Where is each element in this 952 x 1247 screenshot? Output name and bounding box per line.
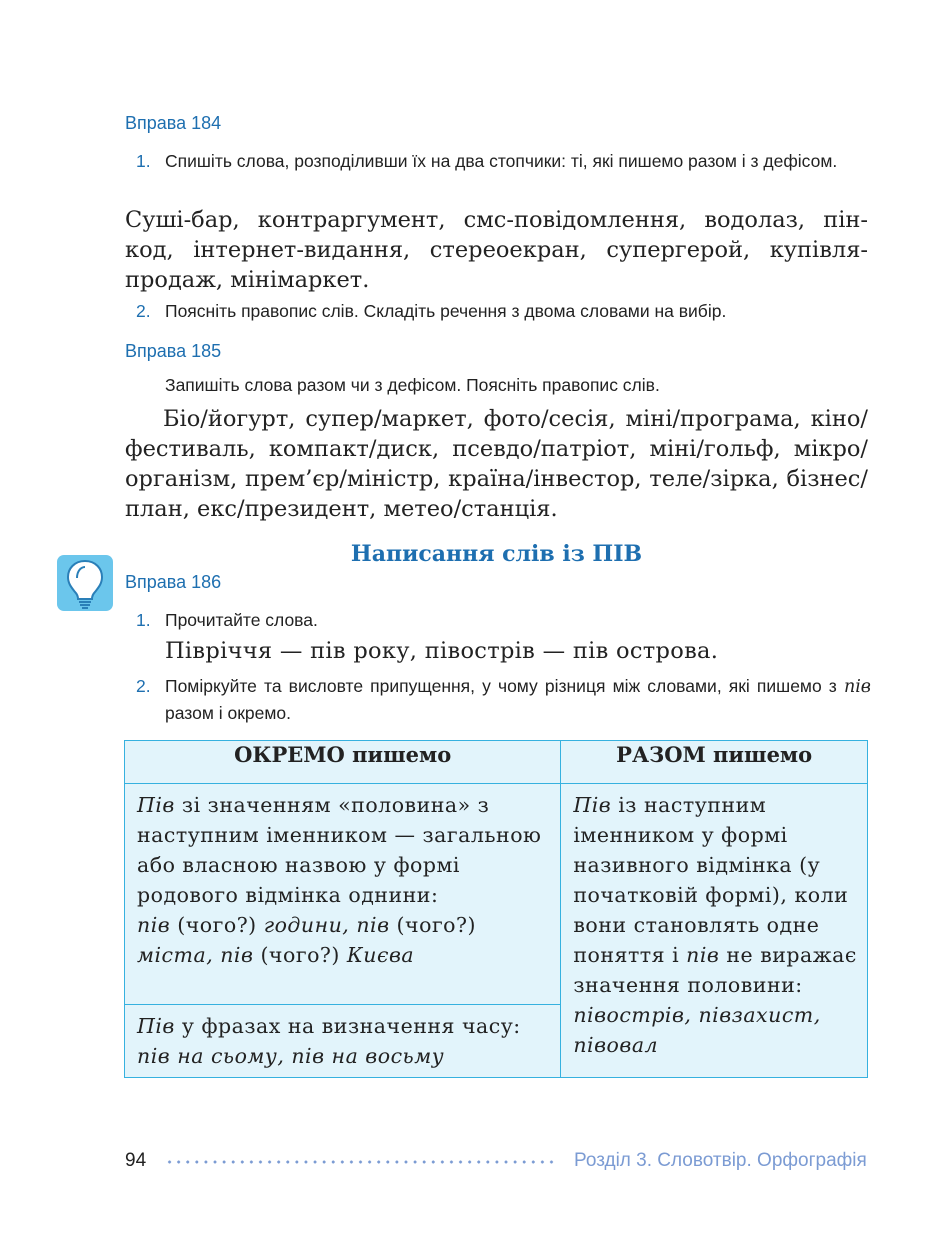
exercise-186-task-1 [136, 607, 871, 633]
section-title: Написання слів із ПІВ [350, 541, 643, 567]
emphasis: Пів [137, 1014, 175, 1038]
task-text-emphasis: пів [843, 677, 871, 697]
table-cell-separate-meaning [125, 784, 561, 1005]
example: години, пів [263, 913, 390, 937]
cell-text: не виражає значення половини: [573, 943, 857, 997]
lightbulb-icon [57, 555, 113, 611]
exercise-184-task-2 [136, 298, 871, 324]
page-number: 94 [125, 1150, 147, 1171]
task-number: 1. [136, 610, 151, 630]
task-number: 1. [136, 151, 151, 171]
example: півострів, півзахист, півовал [573, 1003, 821, 1057]
task-text: Поясніть правопис слів. Складіть речення з двома словами на вибір. [165, 301, 727, 321]
task-number: 2. [136, 676, 151, 696]
task-text: Прочитайте слова. [165, 610, 318, 630]
task-text-part: Поміркуйте та висловте припущення, у чому різниця між словами, які пишемо з [165, 676, 844, 696]
exercise-186-task-2 [136, 673, 871, 726]
words-text: Біо/йогурт, супер/маркет, фото/сесія, міні/програма, кіно/фестиваль, компакт/диск, псевдо/патріот, міні/гольф, мікро/організм, прем’єр/міністр, країна/інвестор, теле/зірка, бізнес/план, екс/президент, метео/станція. [125, 406, 868, 522]
table-cell-together [561, 784, 868, 1078]
cell-text: із наступним іменником у формі називного відмінка (у початковій формі), коли вони становлять одне поняття і [573, 793, 849, 967]
rules-table [124, 740, 868, 1078]
task-text [165, 673, 871, 726]
exercise-186-title: Вправа 186 [125, 572, 222, 592]
question: (чого?) [253, 943, 347, 967]
example: пів на сьому, пів на восьму [137, 1044, 445, 1068]
exercise-185-instruction: Запишіть слова разом чи з дефісом. Поясніть правопис слів. [165, 375, 660, 395]
question: (чого?) [170, 913, 264, 937]
exercise-186-words: Півріччя — пів року, півострів — пів острова. [165, 638, 719, 664]
table-header-together: РАЗОМ пишемо [561, 741, 868, 784]
footer-chapter: Розділ 3. Словотвір. Орфографія [574, 1150, 867, 1171]
example: пів [137, 913, 171, 937]
footer-dotted-leader [165, 1160, 555, 1164]
emphasis: Пів [573, 793, 612, 817]
table-cell-separate-time [125, 1005, 561, 1078]
exercise-184-words: Суші-бар, контраргумент, смс-повідомлення, водолаз, пін-код, інтернет-видання, стереоекран, супергерой, купівля-продаж, мінімаркет. [125, 207, 868, 293]
cell-text: у фразах на визначення часу: [174, 1014, 521, 1038]
question: (чого?) [389, 913, 477, 937]
task-text: Спишіть слова, розподіливши їх на два стопчики: ті, які пишемо разом і з дефісом. [165, 151, 838, 171]
cell-text: зі значенням «половина» з наступним іменником — загальною або власною назвою у формі родового відмінка однини: [137, 793, 542, 907]
exercise-184-title: Вправа 184 [125, 113, 222, 133]
emphasis: пів [686, 943, 720, 967]
exercise-185-title: Вправа 185 [125, 341, 222, 361]
exercise-185-words [125, 404, 868, 524]
table-header-separate: ОКРЕМО пишемо [125, 741, 561, 784]
exercise-184-task-1 [136, 148, 871, 174]
example: Києва [346, 943, 415, 967]
emphasis: Пів [137, 793, 175, 817]
task-text-part: разом і окремо. [165, 703, 291, 723]
task-number: 2. [136, 301, 151, 321]
example: міста, пів [137, 943, 254, 967]
